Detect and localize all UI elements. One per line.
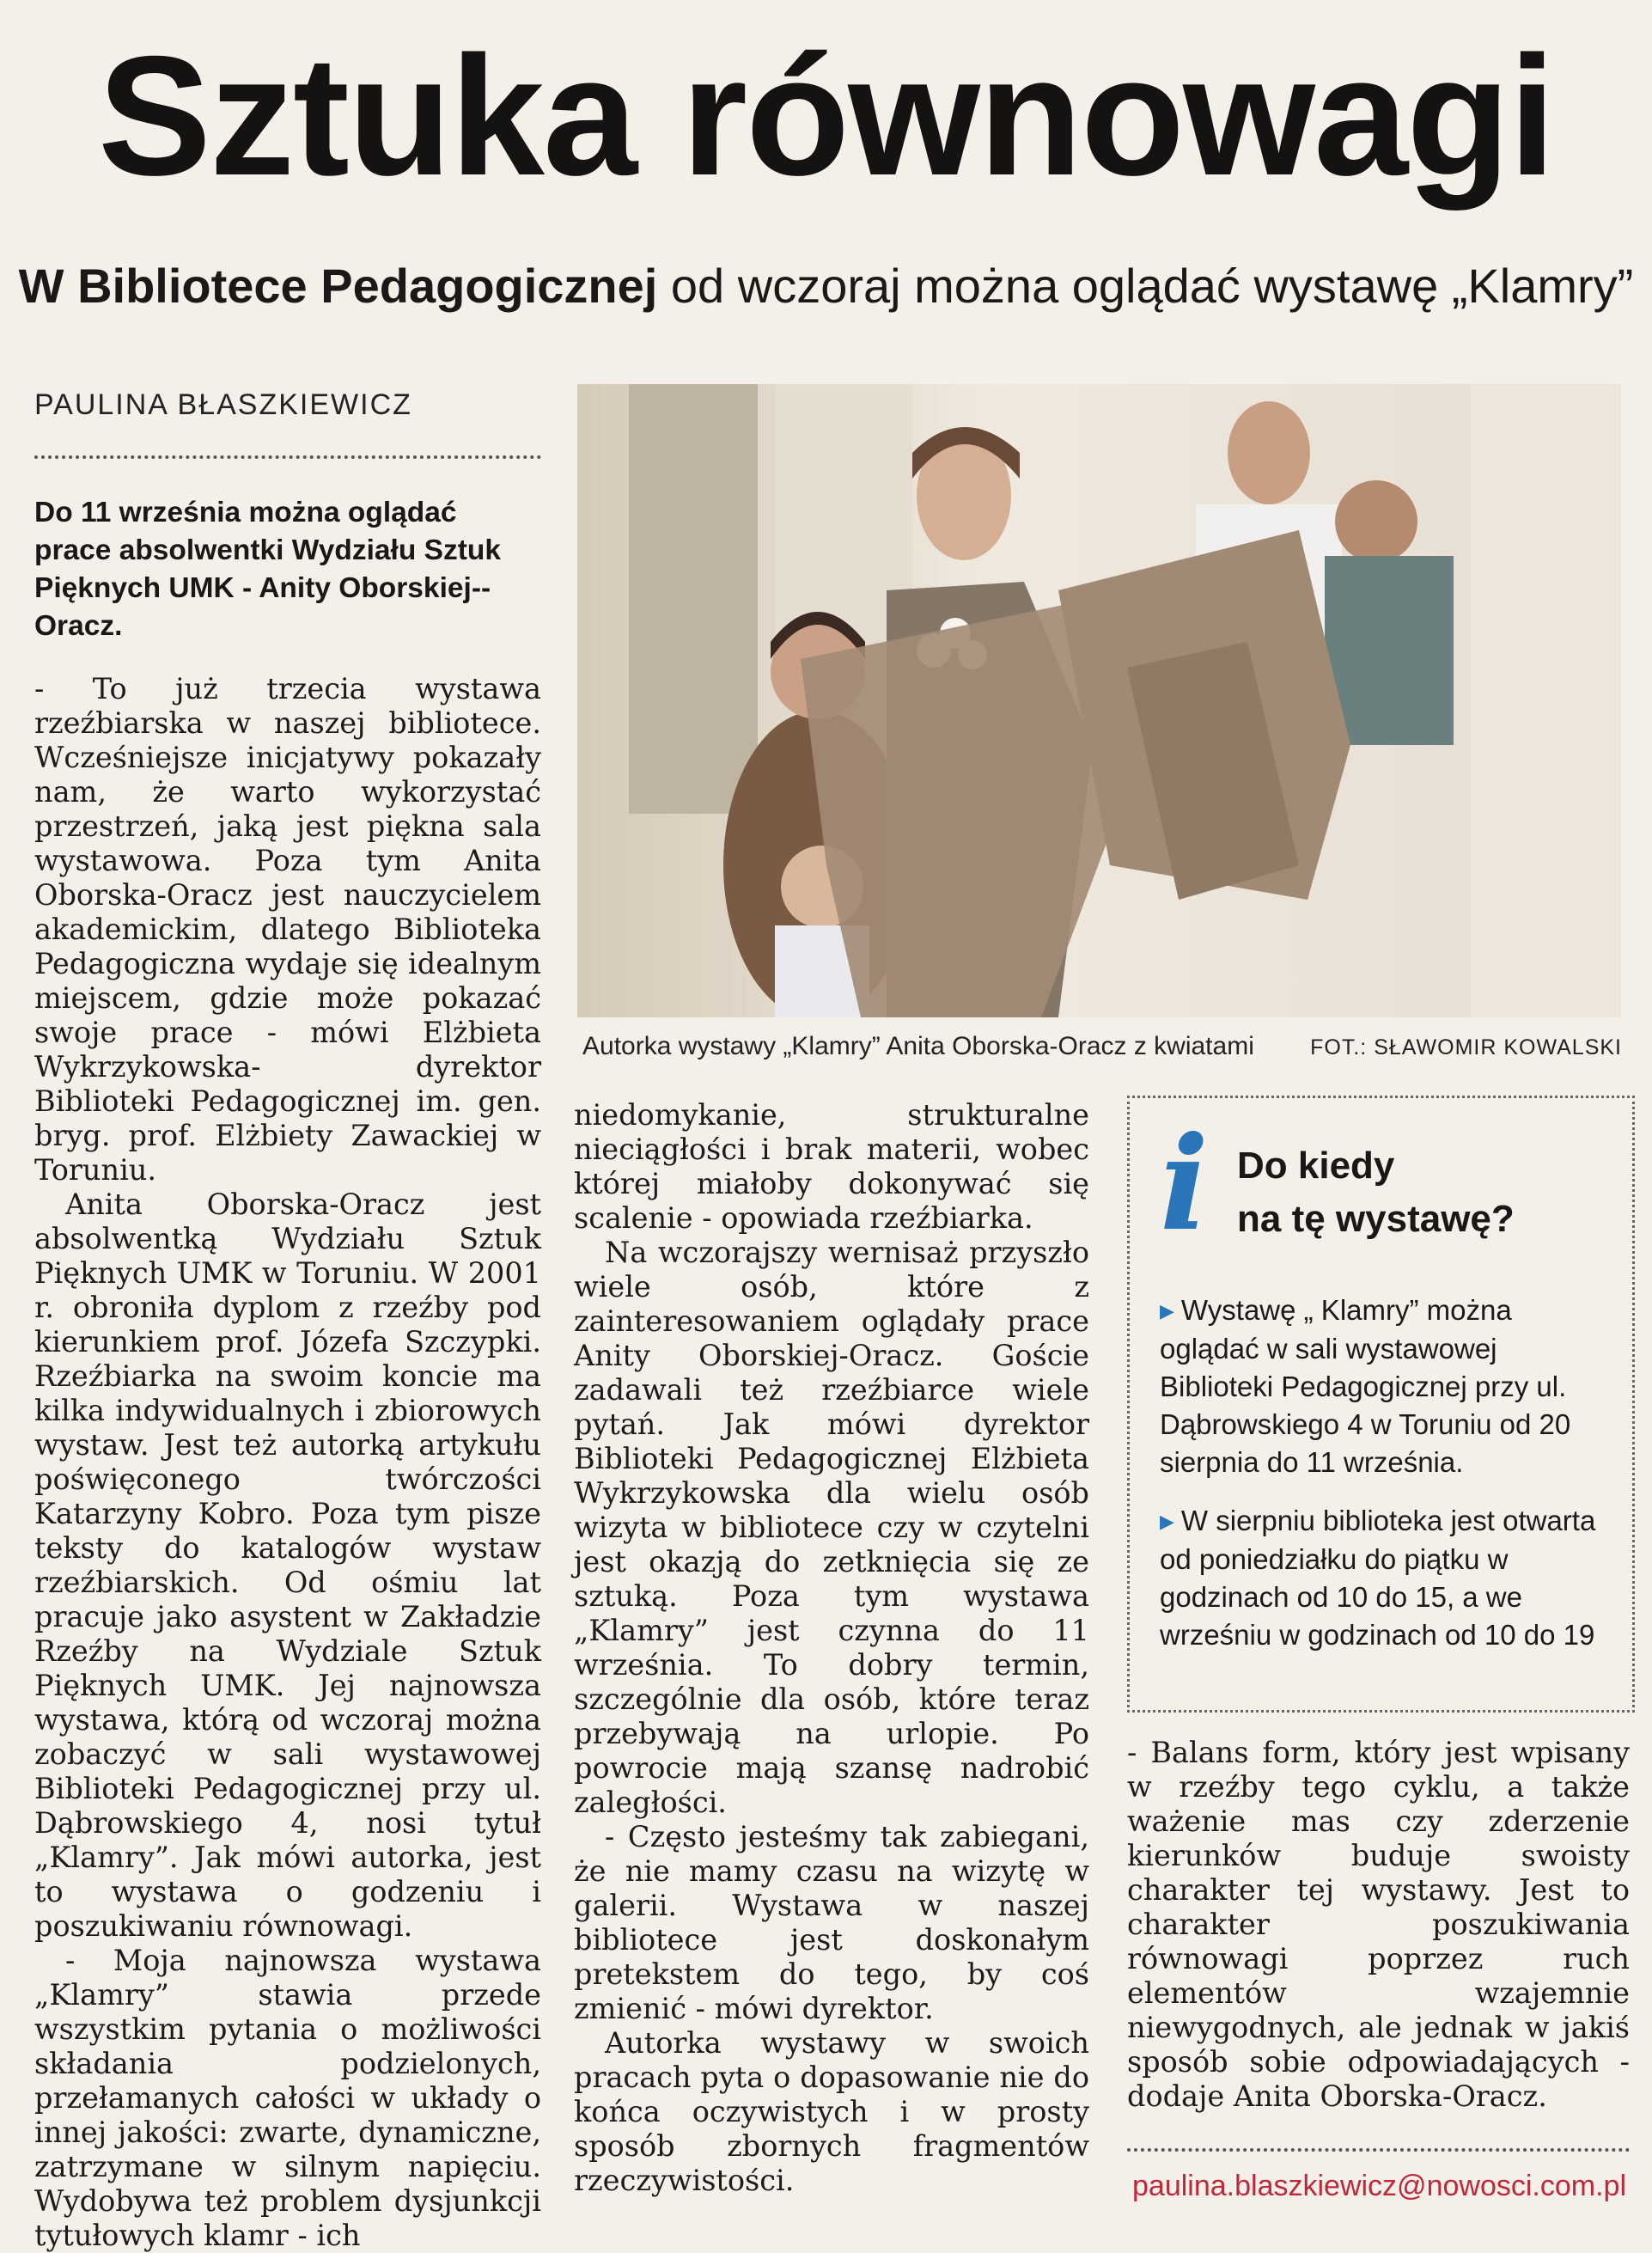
paragraph: - To już trzecia wystawa rzeźbiarska w naszej bibliotece. Wcześniejsze inicjatywy pokazały nam, że warto wykorzystać przestrzeń, jaką jest piękna sala wystawowa. Poza tym Anita Oborska-Oracz jest nauczycielem akademickim, dlatego Biblioteka Pedagogiczna wydaje się idealnym miejscem, gdzie może pokazać swoje prace - mówi Elżbieta Wykrzykowska- dyrektor Biblioteki Pedagogicznej im. gen. bryg. prof. Elżbiety Zawackiej w Toruniu. xyxy=(34,672,541,1187)
photo-caption xyxy=(582,1032,1622,1061)
bullet-triangle-icon: ▶ xyxy=(1160,1300,1174,1322)
paragraph: niedomykanie, strukturalne nieciągłości i brak materii, wobec której miałoby dokonywać się scalenie - opowiada rzeźbiarka. xyxy=(574,1098,1089,1235)
info-item xyxy=(1160,1291,1615,1481)
byline-divider xyxy=(34,455,541,459)
paragraph: Na wczorajszy wernisaż przyszło wiele osób, które z zainteresowaniem oglądały prace Anity Oborskiej-Oracz. Goście zadawali też rzeźbiarce wiele pytań. Jak mówi dyrektor Biblioteki Pedagogicznej Elżbieta Wykrzykowska dla wielu osób wizyta w bibliotece czy w czytelni jest okazją do zetknięcia się ze sztuką. Poza tym wystawa „Klamry” jest czynna do 11 września. To dobry termin, szczególnie dla osób, które teraz przebywają na urlopie. Po powrocie mają szansę nadrobić zaległości. xyxy=(574,1236,1089,1819)
subheadline-rest: od wczoraj można oglądać wystawę „Klamry” xyxy=(657,259,1634,313)
photo-credit: FOT.: SŁAWOMIR KOWALSKI xyxy=(1310,1035,1622,1059)
paragraph: Autorka wystawy w swoich pracach pyta o dopasowanie nie do końca oczywistych i w prosty sposób zbornych fragmentów rzeczywistości. xyxy=(574,2026,1089,2197)
column-1 xyxy=(34,672,541,2253)
email-divider xyxy=(1127,2148,1630,2152)
info-item-text: W sierpniu biblioteka jest otwarta od poniedziałku do piątku w godzinach od 10 do 15, a we wrześniu w godzinach od 10 do 19 xyxy=(1160,1505,1596,1651)
photo xyxy=(577,384,1621,1017)
subheadline xyxy=(0,258,1652,314)
exhibition-photo-image xyxy=(577,384,1621,1017)
author-byline: PAULINA BŁASZKIEWICZ xyxy=(34,388,412,421)
subheadline-bold: W Bibliotece Pedagogicznej xyxy=(18,259,658,313)
info-title-line2: na tę wystawę? xyxy=(1237,1198,1515,1240)
bullet-triangle-icon: ▶ xyxy=(1160,1511,1174,1532)
paragraph: - Często jesteśmy tak zabiegani, że nie mamy czasu na wizytę w galerii. Wystawa w naszej bibliotece jest doskonałym pretekstem do tego, by coś zmienić - mówi dyrektor. xyxy=(574,1820,1089,2025)
caption-text: Autorka wystawy „Klamry” Anita Oborska-Oracz z kwiatami xyxy=(582,1032,1254,1060)
info-icon: i xyxy=(1160,1108,1209,1260)
info-title xyxy=(1237,1139,1515,1246)
column-2 xyxy=(574,1098,1089,2198)
column-3 xyxy=(1127,1736,1630,2114)
lead-paragraph: Do 11 września można oglądać prace absolwentki Wydziału Sztuk Pięknych UMK - Anity Oborskiej--Oracz. xyxy=(34,497,501,642)
author-email: paulina.blaszkiewicz@nowosci.com.pl xyxy=(1132,2170,1626,2202)
headline: Sztuka równowagi xyxy=(97,21,1555,211)
paragraph: - Moja najnowsza wystawa „Klamry” stawia przede wszystkim pytania o możliwości składania podzielonych, przełamanych całości w układy o innej jakości: zwarte, dynamiczne, zatrzymane w silnym napięciu. Wydobywa też problem dysjunkcji tytułowych klamr - ich xyxy=(34,1944,541,2252)
info-box xyxy=(1127,1096,1635,1713)
paragraph: Anita Oborska-Oracz jest absolwentką Wydziału Sztuk Pięknych UMK w Toruniu. W 2001 r. obroniła dyplom z rzeźby pod kierunkiem prof. Józefa Szczypki. Rzeźbiarka na swoim koncie ma kilka indywidualnych i zbiorowych wystaw. Jest też autorką artykułu poświęconego twórczości Katarzyny Kobro. Poza tym pisze teksty do katalogów wystaw rzeźbiarskich. Od ośmiu lat pracuje jako asystent w Zakładzie Rzeźby na Wydziale Sztuk Pięknych UMK. Jej najnowsza wystawa, którą od wczoraj można zobaczyć w sali wystawowej Biblioteki Pedagogicznej przy ul. Dąbrowskiego 4, nosi tytuł „Klamry”. Jak mówi autorka, jest to wystawa o godzeniu i poszukiwaniu równowagi. xyxy=(34,1188,541,1943)
info-item-text: Wystawę „ Klamry” można oglądać w sali wystawowej Biblioteki Pedagogicznej przy ul. Dąbrowskiego 4 w Toruniu od 20 sierpnia do 11 września. xyxy=(1160,1294,1571,1478)
info-title-line1: Do kiedy xyxy=(1237,1145,1395,1187)
info-item xyxy=(1160,1502,1615,1654)
paragraph: - Balans form, który jest wpisany w rzeźby tego cyklu, a także ważenie mas czy zderzenie kierunków buduje swoisty charakter tej wystawy. Jest to charakter poszukiwania równowagi poprzez ruch elementów wzajemnie niewygodnych, ale jednak w jakiś sposób sobie odpowiadających - dodaje Anita Oborska-Oracz. xyxy=(1127,1736,1630,2113)
